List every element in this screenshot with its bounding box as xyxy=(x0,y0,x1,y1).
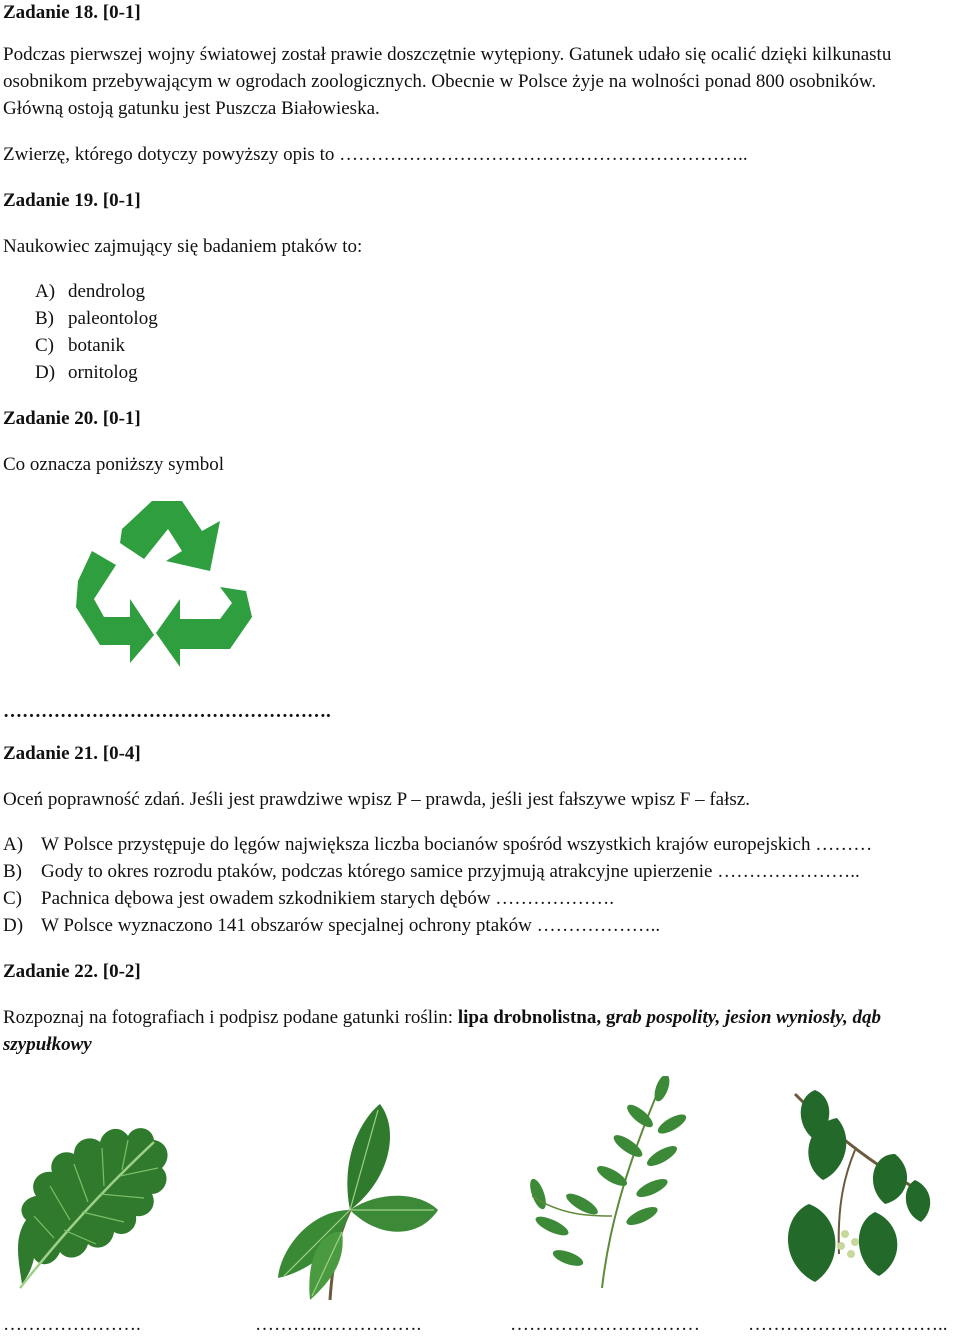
q22-caption-1[interactable]: …………………. xyxy=(3,1314,141,1335)
statement-text: W Polsce przystępuje do lęgów największa liczba bocianów spośród wszystkich krajów europejskich ……… xyxy=(41,834,873,855)
q18-text-line-3: Główną ostoją gatunku jest Puszcza Białowieska. xyxy=(3,98,380,119)
q22-caption-2[interactable]: ………..……………. xyxy=(255,1314,422,1335)
statement-text: Gody to okres rozrodu ptaków, podczas którego samice przyjmują atrakcyjne upierzenie ………………….. xyxy=(41,861,860,882)
q19-option-c[interactable] xyxy=(35,335,125,357)
q22-caption-3[interactable]: ………………………… xyxy=(510,1314,700,1335)
q22-instruction-line-2 xyxy=(3,1034,92,1056)
option-letter: B) xyxy=(35,308,54,329)
option-letter: D) xyxy=(35,362,56,383)
q20-answer-line[interactable]: ……………………………………………. xyxy=(3,701,331,722)
statement-text: W Polsce wyznaczono 141 obszarów specjalnej ochrony ptaków ……………….. xyxy=(41,915,661,936)
q21-statement-a[interactable] xyxy=(3,834,872,856)
option-text: ornitolog xyxy=(68,362,138,383)
q21-statement-d[interactable] xyxy=(3,915,660,937)
q20-title: Zadanie 20. [0-1] xyxy=(3,408,141,429)
statement-letter: A) xyxy=(3,834,24,855)
q22-title: Zadanie 22. [0-2] xyxy=(3,961,141,982)
q21-title: Zadanie 21. [0-4] xyxy=(3,743,141,764)
option-text: paleontolog xyxy=(68,308,158,329)
q22-species-italic-2: szypułkowy xyxy=(3,1034,92,1055)
q21-statement-b[interactable] xyxy=(3,861,860,883)
statement-letter: D) xyxy=(3,915,24,936)
statement-letter: B) xyxy=(3,861,22,882)
q22-caption-4[interactable]: ………………………….. xyxy=(748,1314,948,1335)
q18-text-line-2: osobnikom przebywającym w ogrodach zoologicznych. Obecnie w Polsce żyje na wolności ponad 800 osobników. xyxy=(3,71,877,92)
recycle-symbol-icon xyxy=(70,495,255,675)
option-letter: A) xyxy=(35,281,56,302)
q19-title: Zadanie 19. [0-1] xyxy=(3,190,141,211)
q22-species-italic: rab pospolity, jesion wyniosły, dąb xyxy=(615,1007,882,1028)
linden-leaf-image xyxy=(775,1084,935,1284)
oak-leaf-image xyxy=(4,1098,176,1293)
q18-title: Zadanie 18. [0-1] xyxy=(3,2,141,23)
q18-text-line-1: Podczas pierwszej wojny światowej został prawie doszczętnie wytępiony. Gatunek udało się ocalić dzięki kilkunastu xyxy=(3,44,892,65)
q20-question: Co oznacza poniższy symbol xyxy=(3,454,225,475)
q22-species-bold: lipa drobnolistna, g xyxy=(457,1007,616,1028)
option-letter: C) xyxy=(35,335,54,356)
hornbeam-leaf-image xyxy=(270,1100,440,1305)
q21-instruction: Oceń poprawność zdań. Jeśli jest prawdziwe wpisz P – prawda, jeśli jest fałszywe wpisz F – fałsz. xyxy=(3,789,750,810)
q19-option-a[interactable] xyxy=(35,281,145,303)
ash-leaf-image xyxy=(512,1076,692,1291)
option-text: dendrolog xyxy=(68,281,146,302)
q18-answer-prompt[interactable]: Zwierzę, którego dotyczy powyższy opis to ……………………………………………………….. xyxy=(3,144,748,165)
statement-letter: C) xyxy=(3,888,22,909)
q19-option-d[interactable] xyxy=(35,362,138,384)
q21-statement-c[interactable] xyxy=(3,888,614,910)
option-text: botanik xyxy=(68,335,125,356)
q19-option-b[interactable] xyxy=(35,308,158,330)
statement-text: Pachnica dębowa jest owadem szkodnikiem starych dębów ………………. xyxy=(41,888,615,909)
q22-instruction-plain: Rozpoznaj na fotografiach i podpisz podane gatunki roślin: xyxy=(3,1007,458,1028)
q22-instruction-line-1 xyxy=(3,1007,881,1029)
q19-question: Naukowiec zajmujący się badaniem ptaków to: xyxy=(3,236,363,257)
